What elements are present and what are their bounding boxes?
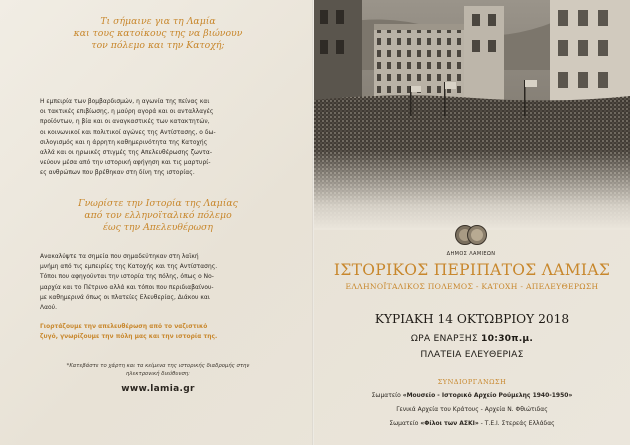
event-subtitle: ΕΛΛΗΝΟΪΤΑΛΙΚΟΣ ΠΟΛΕΜΟΣ - ΚΑΤΟΧΗ - ΑΠΕΛΕΥΘΕΡΩΣΗ: [345, 282, 599, 291]
paragraph-places: Ανακαλύψτε τα σημεία που σημαδεύτηκαν στη λαϊκή μνήμη από τις εμπειρίες της Κατοχής και της Αντίστασης. Τόποι που αφηγούνται την ιστορία της πόλης, όπως ο Νο- μαρχία και το Πέτρινο αλλά και τόποι που περιδιαβαίνου- με καθημερινά όπως οι πλατείες Ελευθερίας, Διάκου και Λαού.: [40, 254, 218, 312]
coin-emblem-icon: [455, 224, 487, 246]
paragraph-occupation: Η εμπειρία των βομβαρδισμών, η αγωνία της πείνας και οι τακτικές επιβίωσης, η μαύρη αγορά και οι ανταλλαγές προϊόντων, η βία και οι αναγκαστικές των κατακτητών, οι κοινωνικοί και πολιτικοί αγώνες της Αντίστασης, ο δω- σιλογισμός και η άρρητη καθημερινότητα της Κατοχής αλλά και οι ηρωικές στιγμές της Απελευθέρωσης ζωντα- νεύουν μέσα από την ιστορική αφήγηση και τις μαρτυρί- ες ανθρώπων που βρέθηκαν στη δίνη της ιστορίας.: [40, 99, 216, 177]
website-link[interactable]: www.lamia.gr: [121, 384, 195, 394]
event-time: ΩΡΑ ΕΝΑΡΞΗΣ 10:30π.μ.: [410, 333, 534, 344]
heading-history: Γνωρίστε την Ιστορία της Λαμίας από τον ελληνοϊταλικό πόλεμο έως την Απελευθέρωση: [78, 198, 238, 233]
event-place: ΠΛΑΤΕΙΑ ΕΛΕΥΘΕΡΙΑΣ: [420, 349, 524, 360]
heading-lamia-war: Τι σήμαινε για τη Λαμία και τους κατοίκους της να βιώνουν τον πόλεμο και την Κατοχή;: [73, 16, 243, 51]
event-title: ΙΣΤΟΡΙΚΟΣ ΠΕΡΙΠΑΤΟΣ ΛΑΜΙΑΣ: [333, 261, 611, 279]
municipality-crest: [441, 224, 501, 257]
organizer-3: Σωματείο «Φίλοι των ΑΣΚΙ» - Τ.Ε.Ι. Στερεάς Ελλάδας: [389, 420, 555, 427]
event-date: ΚΥΡΙΑΚΗ 14 ΟΚΤΩΒΡΙΟΥ 2018: [374, 312, 570, 326]
municipality-label: ΔΗΜΟΣ ΛΑΜΙΕΩΝ: [446, 251, 496, 257]
organizers-heading: ΣΥΝΔΙΟΡΓΑΝΩΣΗ: [437, 378, 507, 386]
photo-fade: [314, 150, 630, 230]
organizer-2: Γενικά Αρχεία του Κράτους - Αρχεία Ν. Φθιώτιδας: [396, 406, 548, 413]
download-note: *Κατεβάστε το χάρτη και τα κείμενα της ιστορικής διαδρομής στην ηλεκτρονική διεύθυνση:: [66, 363, 250, 377]
organizer-1: Σωματείο «Μουσείο - Ιστορικό Αρχείο Ρούμελης 1940-1950»: [371, 392, 573, 399]
paragraph-celebration: Γιορτάζουμε την απελευθέρωση από το ναζιστικό ζυγό, γνωρίζουμε την πόλη μας και την ιστορία της.: [40, 324, 218, 341]
